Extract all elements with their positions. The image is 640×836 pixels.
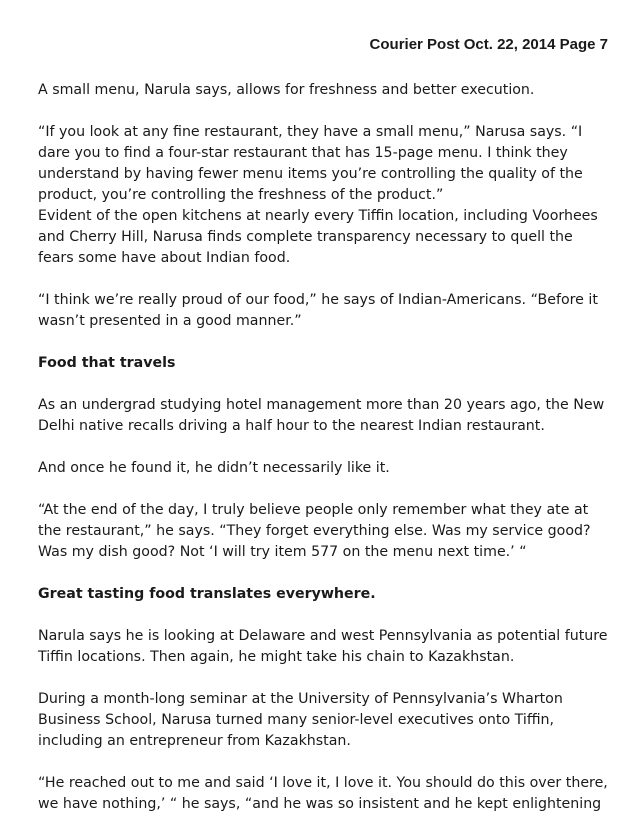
section-heading: Great tasting food translates everywhere. xyxy=(38,586,376,602)
page-header: Courier Post Oct. 22, 2014 Page 7 xyxy=(369,36,608,53)
paragraph: “He reached out to me and said ‘I love it, I love it. You should do this over there, we have nothing,’ “ he says, “and he was so insistent and he kept enlightening xyxy=(38,775,608,812)
section-heading: Food that travels xyxy=(38,355,176,371)
paragraph: A small menu, Narula says, allows for freshness and better execution. xyxy=(38,82,535,98)
paragraph: “If you look at any fine restaurant, they have a small menu,” Narusa says. “I dare you to find a four-star restaurant that has 15-page menu. I think they understand by having fewer menu items you’re controlling the quality of the product, you’re controlling the freshness of the product.” xyxy=(38,124,583,203)
paragraph: “At the end of the day, I truly believe people only remember what they ate at the restaurant,” he says. “They forget everything else. Was my service good? Was my dish good? Not ‘I will try item 577 on the menu next time.’ “ xyxy=(38,502,591,560)
paragraph: Narula says he is looking at Delaware and west Pennsylvania as potential future Tiffin locations. Then again, he might take his chain to Kazakhstan. xyxy=(38,628,608,665)
paragraph: “I think we’re really proud of our food,” he says of Indian-Americans. “Before it wasn’t presented in a good manner.” xyxy=(38,292,598,329)
article-body xyxy=(38,80,610,836)
paragraph: And once he found it, he didn’t necessarily like it. xyxy=(38,460,390,476)
paragraph: Evident of the open kitchens at nearly every Tiffin location, including Voorhees and Cherry Hill, Narusa finds complete transparency necessary to quell the fears some have about Indian food. xyxy=(38,208,598,266)
paragraph: During a month-long seminar at the University of Pennsylvania’s Wharton Business School, Narusa turned many senior-level executives onto Tiffin, including an entrepreneur from Kazakhstan. xyxy=(38,691,563,749)
paragraph: As an undergrad studying hotel management more than 20 years ago, the New Delhi native recalls driving a half hour to the nearest Indian restaurant. xyxy=(38,397,605,434)
